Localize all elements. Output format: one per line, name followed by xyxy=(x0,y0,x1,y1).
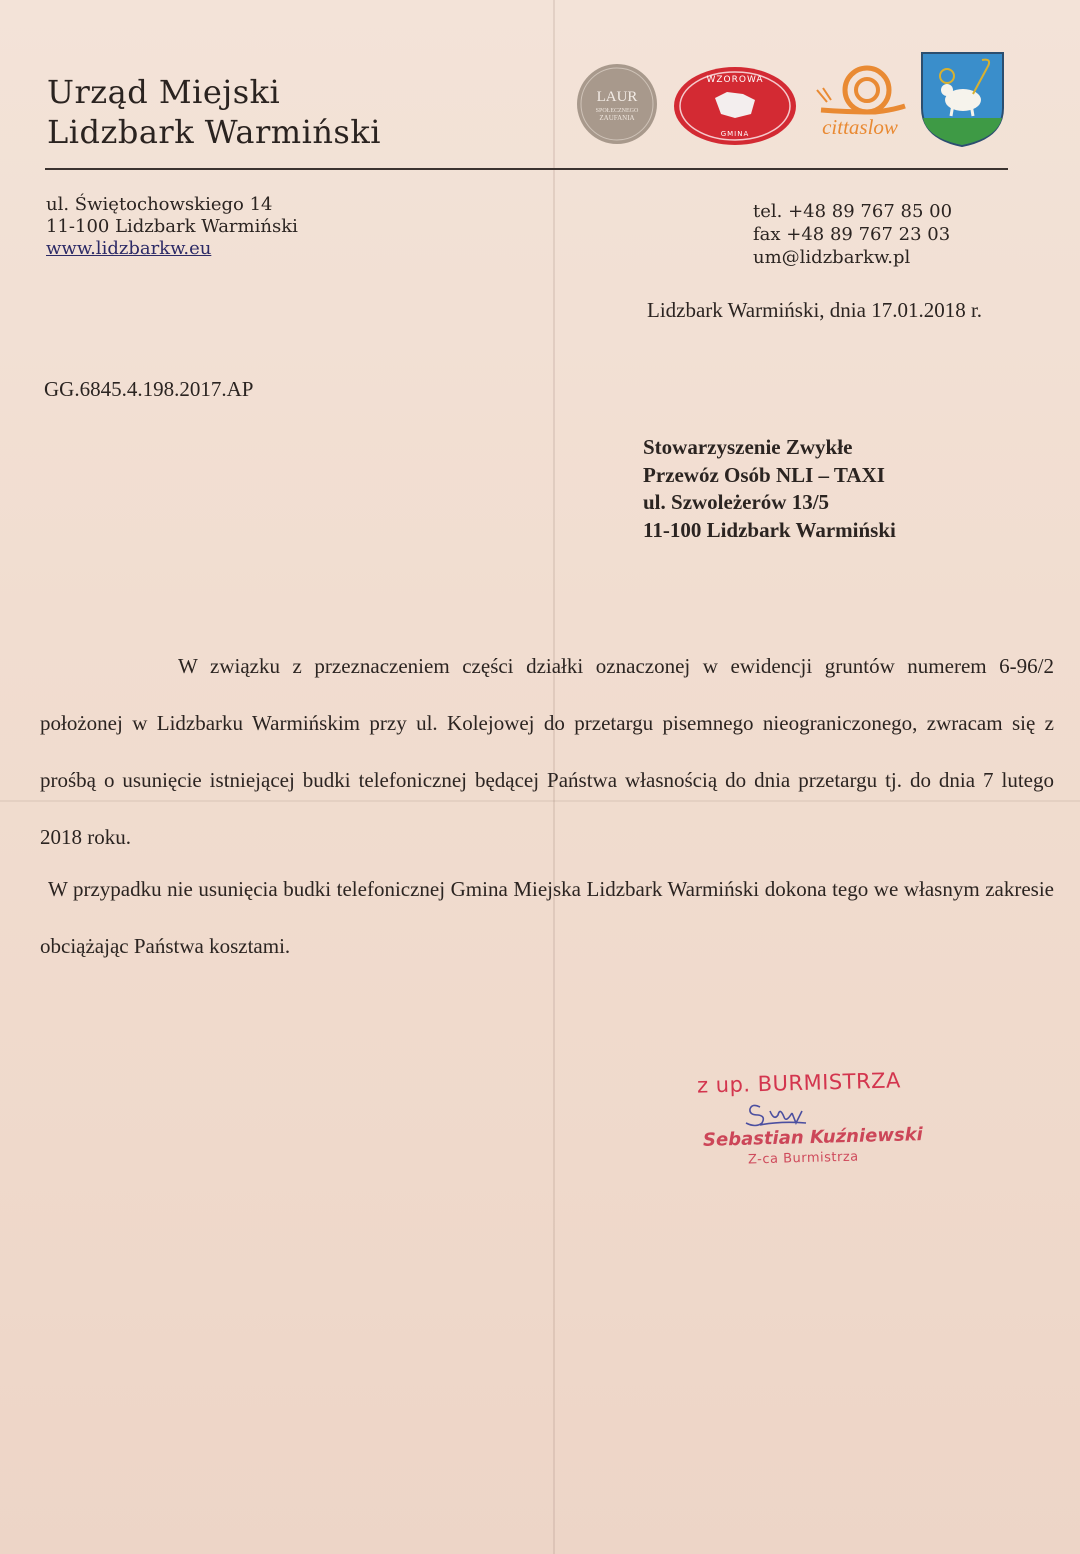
gmina-text: GMINA xyxy=(720,130,750,138)
office-name-line2: Lidzbark Warmiński xyxy=(47,113,381,151)
stamp-signatory-name: Sebastian Kuźniewski xyxy=(702,1124,924,1151)
office-address xyxy=(46,194,298,260)
coat-of-arms-icon xyxy=(922,53,1003,146)
recipient-line-1: Stowarzyszenie Zwykłe xyxy=(643,435,853,459)
cittaslow-text: cittaslow xyxy=(822,115,898,139)
email-address: um@lidzbarkw.pl xyxy=(753,247,911,268)
letter-date: Lidzbark Warmiński, dnia 17.01.2018 r. xyxy=(647,298,983,322)
reference-number: GG.6845.4.198.2017.AP xyxy=(44,377,254,401)
office-name-line1: Urząd Miejski xyxy=(47,73,281,111)
website-link[interactable]: www.lidzbarkw.eu xyxy=(46,238,212,259)
body-paragraph-1: W związku z przeznaczeniem części działki oznaczonej w ewidencji gruntów numerem 6-96/2 położonej w Lidzbarku Warmińskim przy ul. Kolejowej do przetargu pisemnego nieograniczonego, zwracam się z prośbą o usunięcie istniejącej budki telefonicznej będącej Państwa własnością do dnia przetargu tj. do dnia 7 lutego 2018 roku. xyxy=(40,654,1054,849)
wzorowa-gmina-logo xyxy=(674,67,796,145)
wzorowa-text: WZOROWA xyxy=(706,75,764,85)
body-paragraph-2: W przypadku nie usunięcia budki telefonicznej Gmina Miejska Lidzbark Warmiński dokona tego we własnym zakresie obciążając Państwa kosztami. xyxy=(40,877,1054,958)
laur-subtext: SPOŁECZNEGO xyxy=(595,108,639,114)
office-name xyxy=(47,72,381,152)
recipient-address xyxy=(643,434,896,544)
address-street: ul. Świętochowskiego 14 xyxy=(46,194,273,215)
office-contact xyxy=(753,200,952,269)
laur-text: LAUR xyxy=(596,89,638,105)
address-city: 11-100 Lidzbark Warmiński xyxy=(46,216,298,237)
header-divider xyxy=(45,168,1008,170)
laur-subtext-2: ZAUFANIA xyxy=(599,114,635,122)
official-stamp xyxy=(690,1065,950,1175)
laur-logo xyxy=(577,64,657,144)
recipient-line-4: 11-100 Lidzbark Warmiński xyxy=(643,517,896,542)
phone-number: tel. +48 89 767 85 00 xyxy=(753,201,953,222)
fax-number: fax +48 89 767 23 03 xyxy=(753,224,951,245)
letterhead-logos xyxy=(575,50,1015,150)
recipient-line-3: ul. Szwoleżerów 13/5 xyxy=(643,490,830,514)
recipient-line-2: Przewóz Osób NLI – TAXI xyxy=(643,462,885,487)
stamp-signatory-role: Z-ca Burmistrza xyxy=(747,1149,859,1168)
cittaslow-snail-logo xyxy=(817,68,905,139)
stamp-header: z up. BURMISTRZA xyxy=(696,1068,902,1098)
